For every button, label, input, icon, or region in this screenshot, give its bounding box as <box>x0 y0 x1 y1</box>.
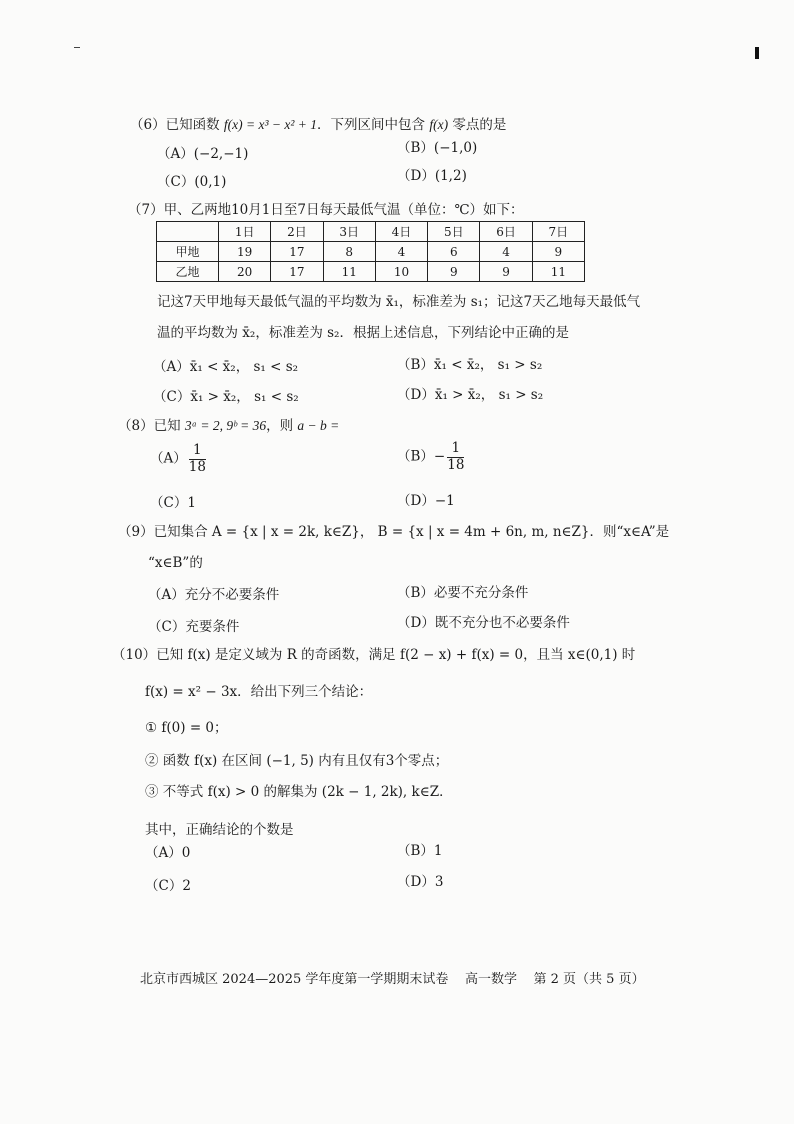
option-a: （A）(−2,−1) <box>157 146 249 162</box>
option-d: （D）−1 <box>397 493 455 509</box>
table-row: 甲地 19 17 8 4 6 4 9 <box>157 242 585 262</box>
option-c: （C）1 <box>150 495 196 511</box>
question-text: ，则 <box>266 418 298 434</box>
option-d: （D）x̄₁ > x̄₂， s₁ > s₂ <box>397 387 544 403</box>
option-d: （D）既不充分也不必要条件 <box>397 615 570 631</box>
fraction: $\frac{1}{18}$ <box>188 442 206 475</box>
option-a: （A）0 <box>145 845 191 861</box>
temperature-table <box>156 221 585 282</box>
question-number: （7） <box>128 202 164 218</box>
option-a: （A） $\frac{1}{18}$ <box>150 442 206 475</box>
conclusion-2: ② 函数 f(x) 在区间 (−1, 5) 内有且仅有3个零点； <box>145 753 449 769</box>
question-10-line-1 <box>112 643 635 663</box>
page-number: 第 2 页（共 5 页） <box>533 972 645 987</box>
question-9-line-1 <box>118 520 669 540</box>
question-7-description-line-1: 记这7天甲地每天最低气温的平均数为 x̄₁，标准差为 s₁；记这7天乙地每天最低气 <box>157 294 641 310</box>
math-expression: a − b = <box>297 418 340 433</box>
option-a: （A）x̄₁ < x̄₂， s₁ < s₂ <box>153 359 299 375</box>
question-text: 零点的是 <box>448 117 507 133</box>
math-expression: f(x) <box>429 117 449 132</box>
fraction: $\frac{1}{18}$ <box>447 440 465 473</box>
question-number: （9） <box>118 524 154 540</box>
exam-title: 北京市西城区 2024—2025 学年度第一学期期末试卷 <box>140 972 449 987</box>
question-text: 甲、乙两地10月1日至7日每天最低气温（单位：℃）如下： <box>163 202 524 218</box>
option-b: （B）1 <box>397 843 443 859</box>
question-text: ．下列区间中包含 <box>317 117 430 133</box>
subject: 高一数学 <box>464 972 517 987</box>
option-b: （B）− $\frac{1}{18}$ <box>397 440 465 473</box>
math-expression: 3ᵃ = 2, 9ᵇ = 36 <box>184 418 267 433</box>
question-number: （8） <box>118 418 154 434</box>
conclusion-1: ① f(0) = 0； <box>145 720 228 736</box>
option-b: （B）必要不充分条件 <box>397 585 529 601</box>
question-7-stem <box>128 198 524 218</box>
question-10-ask: 其中，正确结论的个数是 <box>145 822 294 838</box>
question-number: （6） <box>130 117 166 133</box>
question-7-description-line-2: 温的平均数为 x̄₂，标准差为 s₂．根据上述信息，下列结论中正确的是 <box>157 325 569 341</box>
table-header-row: 1日 2日 3日 4日 5日 6日 7日 <box>157 222 585 242</box>
scan-corner-mark <box>755 47 759 59</box>
option-c: （C）充要条件 <box>148 619 240 635</box>
page-footer <box>140 968 645 987</box>
question-9-line-2: “x∈B”的 <box>148 555 203 571</box>
table-row: 乙地 20 17 11 10 9 9 11 <box>157 262 585 282</box>
option-a: （A）充分不必要条件 <box>148 587 280 603</box>
scan-mark <box>74 47 80 48</box>
conclusion-3: ③ 不等式 f(x) > 0 的解集为 (2k − 1, 2k), k∈Z． <box>145 784 453 800</box>
question-8-stem <box>118 414 339 434</box>
question-number: （10） <box>112 647 157 663</box>
option-d: （D）(1,2) <box>397 168 467 184</box>
question-text: 已知 f(x) 是定义域为 R 的奇函数，满足 f(2 − x) + f(x) = 0，且当 x∈(0,1) 时 <box>156 647 636 663</box>
option-c: （C）x̄₁ > x̄₂， s₁ < s₂ <box>153 389 299 405</box>
question-6-stem <box>130 113 506 133</box>
option-d: （D）3 <box>397 874 444 890</box>
option-b: （B）(−1,0) <box>397 140 478 156</box>
option-c: （C）2 <box>145 878 191 894</box>
option-b: （B）x̄₁ < x̄₂， s₁ > s₂ <box>397 357 543 373</box>
question-text: 已知函数 <box>165 117 224 133</box>
question-10-line-2: f(x) = x² − 3x．给出下列三个结论： <box>145 684 373 700</box>
option-c: （C）(0,1) <box>157 174 227 190</box>
math-expression: f(x) = x³ − x² + 1 <box>223 117 318 132</box>
question-text: 已知 <box>153 418 185 434</box>
question-text: 已知集合 A = {x | x = 2k, k∈Z}， B = {x | x = 4m + 6n, m, n∈Z}．则“x∈A”是 <box>153 524 670 540</box>
